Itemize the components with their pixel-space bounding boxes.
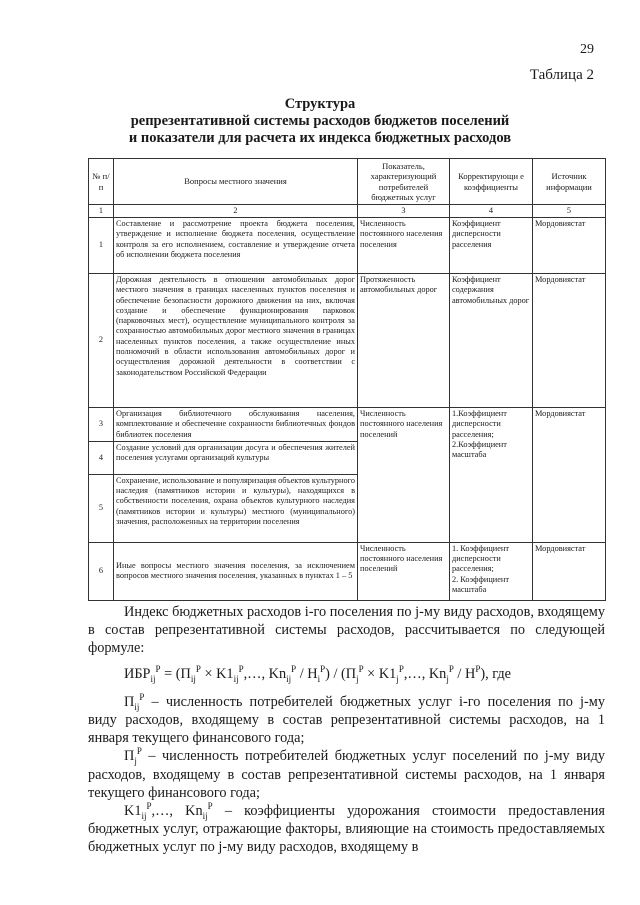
row-issue: Организация библиотечного обслуживания населения, комплектование и обеспечение сохранности библиотечных фондов библиотек поселения (114, 408, 358, 442)
header-indicator: Показатель, характеризующий потребителей бюджетных услуг (358, 159, 450, 205)
row-indicator: Протяженность автомобильных дорог (358, 274, 450, 408)
row-coef (450, 408, 533, 543)
definition-text: – численность потребителей бюджетных услуг поселений по j-му виду расходов, входящему в состав репрезентативной системы расходов, на 1 января текущего финансового года; (88, 748, 605, 801)
row-number: 2 (89, 274, 114, 408)
coef-item: 1. Коэффициент дисперсности расселения; (452, 543, 509, 574)
table-header-row (89, 159, 606, 205)
row-number: 6 (89, 542, 114, 600)
row-number: 3 (89, 408, 114, 442)
row-coef: Коэффициент содержания автомобильных дорог (450, 274, 533, 408)
intro-paragraph: Индекс бюджетных расходов i-го поселения по j-му виду расходов, входящему в состав репрезентативной системы расходов, рассчитывается по следующей формуле: (88, 604, 605, 657)
col-number: 2 (114, 205, 358, 218)
title-line-2: репрезентативной системы расходов бюджетов поселений (130, 113, 510, 129)
title-line-1: Структура (284, 96, 356, 112)
row-issue: Составление и рассмотрение проекта бюджета поселения, утверждение и исполнение бюджета поселения, осуществление контроля за его исполнением, составление и утверждение отчета об исполнении бюджета поселения (114, 218, 358, 274)
row-issue: Дорожная деятельность в отношении автомобильных дорог местного значения в границах населенных пунктов поселения и обеспечение безопасности дорожного движения на них, включая создание и обеспечение функционирования парковок (парковочных мест), осуществление муниципального контроля за сохранностью автомобильных дорог местного значения в границах населенных пунктов поселения, а также осуществление иных полномочий в области использования автомобильных дорог и осуществления дорожной деятельности в соответствии с законодательством Российской Федерации (114, 274, 358, 408)
title-line-3: и показатели для расчета их индекса бюджетных расходов (128, 130, 512, 146)
table-row (89, 408, 606, 442)
formula: $ИБР_{ij}^P = (П_{ij}^P$ × $K1_{ij}^P,\dots$, $Kn_{ij}^P / H_i^P) / (П_j^P$ × $K1_j^P,\dots$, $Kn_j^P / H^P$), где (124, 663, 512, 684)
row-number: 5 (89, 474, 114, 542)
coef-item: 2.Коэффициент масштаба (452, 439, 507, 460)
row-number: 1 (89, 218, 114, 274)
page-number: 29 (580, 42, 594, 57)
header-source: Источник информации (533, 159, 606, 205)
row-source: Мордовиястат (533, 542, 606, 600)
table-label: Таблица 2 (529, 67, 594, 83)
definition-paragraph: $П_j^P$ – численность потребителей бюджетных услуг поселений по j-му виду расходов, входящему в состав репрезентативной системы расходов, на 1 января текущего финансового года; (88, 746, 605, 801)
header-num: № п/п (89, 159, 114, 205)
row-indicator: Численность постоянного населения поселения (358, 218, 450, 274)
col-number: 1 (89, 205, 114, 218)
definition-text: – коэффициенты удорожания стоимости предоставления бюджетных услуг, отражающие факторы, влияющие на стоимость предоставляемых бюджетных услуг по j-му виду расходов, входящему в (88, 803, 605, 856)
row-coef (450, 542, 533, 600)
definition-paragraph: $П_{ij}^P$ – численность потребителей бюджетных услуг i-го поселения по j-му виду расходов, входящему в состав репрезентативной системы расходов, на 1 января текущего финансового года; (88, 692, 605, 747)
column-number-row (89, 205, 606, 218)
definition-text: – численность потребителей бюджетных услуг i-го поселения по j-му виду расходов, входящему в состав репрезентативной системы расходов, на 1 января текущего финансового года; (88, 693, 605, 747)
coef-item: 2. Коэффициент масштаба (452, 574, 509, 595)
table-row (89, 274, 606, 408)
row-source: Мордовиястат (533, 408, 606, 543)
expenses-structure-table (88, 158, 606, 601)
row-number: 4 (89, 441, 114, 474)
body-text (88, 603, 605, 857)
formula-tail: , где (485, 665, 512, 682)
col-number: 4 (450, 205, 533, 218)
row-indicator: Численность постоянного населения поселений (358, 542, 450, 600)
table-row (89, 542, 606, 600)
header-coef: Корректирующи е коэффициенты (450, 159, 533, 205)
coef-item: 1.Коэффициент дисперсности расселения; (452, 409, 507, 439)
row-source: Мордовиястат (533, 218, 606, 274)
document-title (60, 96, 580, 147)
row-indicator: Численность постоянного населения поселений (358, 408, 450, 543)
row-coef: Коэффициент дисперсности расселения (450, 218, 533, 274)
row-issue: Создание условий для организации досуга и обеспечения жителей поселения услугами организаций культуры (114, 441, 358, 474)
table-row (89, 218, 606, 274)
definition-paragraph: $K1_{ij}^P,\dots$, $Kn_{ij}^P$ – коэффициенты удорожания стоимости предоставления бюджетных услуг, отражающие факторы, влияющие на стоимость предоставляемых бюджетных услуг по j-му виду расходов, входящему в (88, 801, 605, 856)
row-issue: Иные вопросы местного значения поселения, за исключением вопросов местного значения поселения, указанных в пунктах 1 – 5 (114, 542, 358, 600)
header-issues: Вопросы местного значения (114, 159, 358, 205)
col-number: 5 (533, 205, 606, 218)
row-issue: Сохранение, использование и популяризация объектов культурного наследия (памятников истории и культуры), находящихся в собственности поселения, охрана объектов культурного наследия (памятников истории и культуры) местного (муниципального) значения, расположенных на территории поселения (114, 474, 358, 542)
col-number: 3 (358, 205, 450, 218)
row-source: Мордовиястат (533, 274, 606, 408)
